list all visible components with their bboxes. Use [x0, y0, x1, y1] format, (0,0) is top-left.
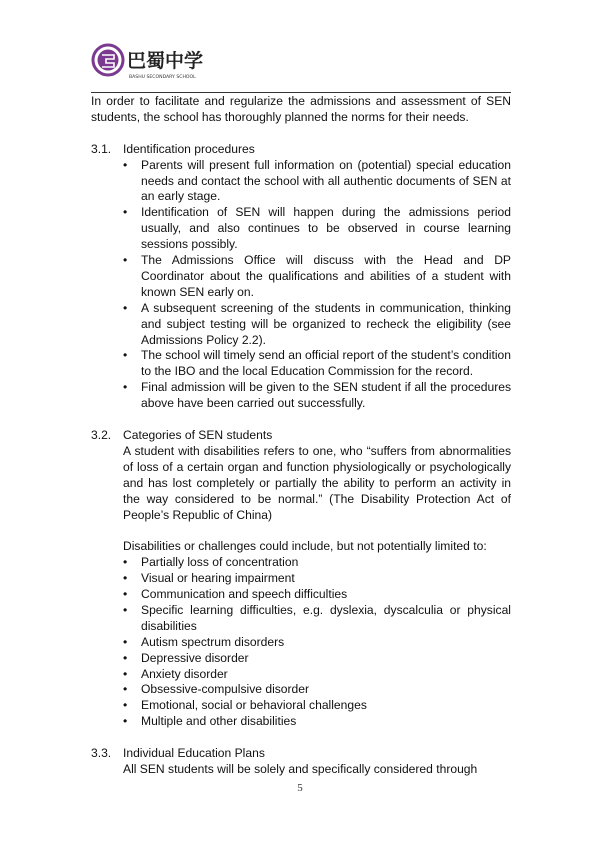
- list-item: • Communication and speech difficulties: [123, 587, 511, 603]
- section-title: Individual Education Plans: [123, 746, 265, 761]
- list-item: • Anxiety disorder: [123, 667, 511, 683]
- page-number: 5: [297, 782, 303, 794]
- list-item: • Specific learning difficulties, e.g. dyslexia, dyscalculia or physical disabilities: [123, 603, 511, 635]
- section-title: Categories of SEN students: [123, 428, 273, 442]
- list-item: • Obsessive-compulsive disorder: [123, 682, 511, 698]
- section-paragraph: All SEN students will be solely and specifically considered through: [123, 762, 478, 776]
- list-item: • Identification of SEN will happen during the admissions period usually, and also continues to be observed in course learning sessions possibly.: [123, 205, 511, 253]
- section-3-1: [91, 142, 511, 412]
- section-title: Identification procedures: [123, 141, 255, 156]
- section-heading: [91, 142, 511, 158]
- logo-text: 巴蜀中学: [127, 50, 204, 72]
- school-logo: [91, 42, 221, 82]
- document-body: [91, 94, 511, 778]
- section-number: 3.3.: [91, 746, 112, 761]
- list-item: • Visual or hearing impairment: [123, 571, 511, 587]
- list-item: • Emotional, social or behavioral challenges: [123, 698, 511, 714]
- list-lead: Disabilities or challenges could include, but not potentially limited to:: [123, 539, 487, 554]
- list-item: • The school will timely send an official report of the student’s condition to the IBO and the local Education Commission for the record.: [123, 348, 511, 380]
- list-item: • Final admission will be given to the SEN student if all the procedures above have been carried out successfully.: [123, 380, 511, 412]
- list-item: • Depressive disorder: [123, 651, 511, 667]
- header-rule: [91, 92, 511, 93]
- bullet-list: [91, 555, 511, 730]
- list-item: • Multiple and other disabilities: [123, 714, 511, 730]
- section-3-2: [91, 428, 511, 730]
- list-item: • A subsequent screening of the students in communication, thinking and subject testing will be organized to recheck the eligibility (see Admissions Policy 2.2).: [123, 301, 511, 349]
- section-heading: [91, 428, 511, 444]
- list-item: • Parents will present full information on (potential) special education needs and contact the school with all authentic documents of SEN at an early stage.: [123, 158, 511, 206]
- section-paragraph: A student with disabilities refers to one, who “suffers from abnormalities of loss of a certain organ and function physiologically or psychologically and has lost completely or partially the ability to perform an activity in the way considered to be normal.” (The Disability Protection Act of People’s Republic of China): [123, 443, 511, 522]
- section-3-3: [91, 746, 511, 778]
- bullet-list: [91, 158, 511, 413]
- section-number: 3.1.: [91, 141, 112, 156]
- section-heading: [91, 746, 511, 762]
- intro-paragraph: In order to facilitate and regularize the admissions and assessment of SEN students, the school has thoroughly planned the norms for their needs.: [91, 94, 511, 124]
- list-item: • The Admissions Office will discuss with the Head and DP Coordinator about the qualifications and abilities of a student with known SEN early on.: [123, 253, 511, 301]
- logo-subtitle: BASHU SECONDARY SCHOOL: [129, 75, 196, 80]
- list-item: • Partially loss of concentration: [123, 555, 511, 571]
- page-header: [91, 42, 511, 92]
- list-item: • Autism spectrum disorders: [123, 635, 511, 651]
- section-number: 3.2.: [91, 428, 112, 442]
